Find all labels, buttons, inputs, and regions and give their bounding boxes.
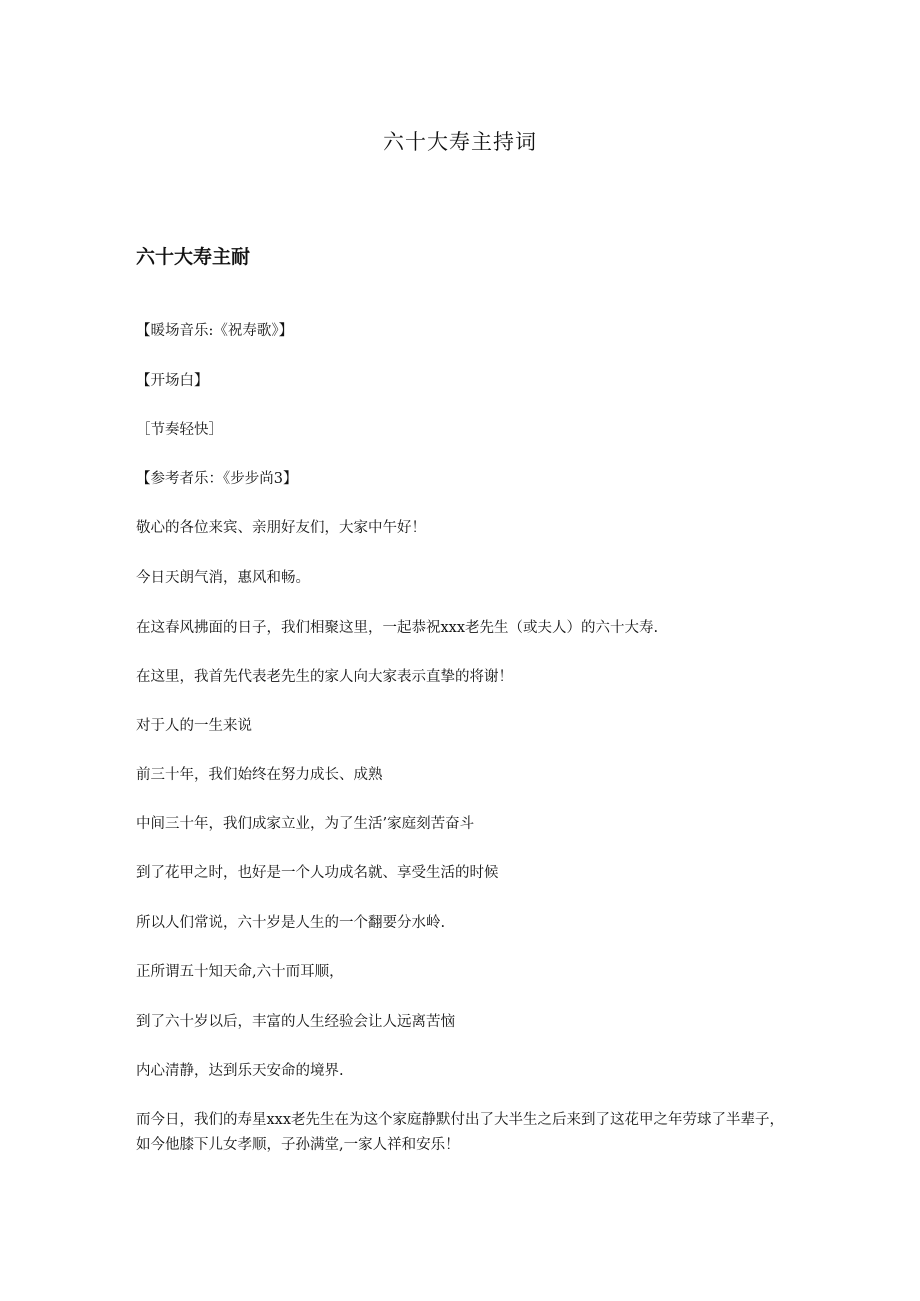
paragraph-greeting: 敬心的各位来宾、亲朋好友们，大家中午好！ bbox=[136, 520, 426, 536]
paragraph-birthday-star: 而今日，我们的寿星xxx老先生在为这个家庭静默付出了大半生之后来到了这花甲之年劳球了半辈子，如今他膝下儿女孝顺，子孙满堂,一家人祥和安乐！ bbox=[136, 1112, 785, 1153]
paragraph-thanks: 在这里，我首先代表老先生的家人向大家表示直挚的将谢！ bbox=[136, 669, 513, 685]
paragraph-warmup-music: 【暖场音乐:《祝寿歌》】 bbox=[136, 323, 294, 339]
document-title: 六十大寿主持词 bbox=[383, 130, 537, 154]
section-heading: 六十大寿主耐 bbox=[136, 246, 251, 268]
paragraph-celebration: 在这春风拂面的日子，我们相聚这里，一起恭祝xxx老先生（或夫人）的六十大寿. bbox=[136, 620, 659, 636]
paragraph-opening: 【开场白】 bbox=[136, 373, 209, 389]
paragraph-sixty: 到了花甲之时，也好是一个人功成名就、享受生活的时候 bbox=[136, 865, 499, 881]
paragraph-life-intro: 对于人的一生来说 bbox=[136, 718, 252, 734]
paragraph-reference-music: 【参考者乐：《步步尚3】 bbox=[136, 471, 298, 487]
paragraph-serenity: 内心清静，达到乐天安命的境界. bbox=[136, 1063, 344, 1079]
paragraph-first-thirty: 前三十年，我们始终在努力成长、成熟 bbox=[136, 767, 383, 783]
paragraph-watershed: 所以人们常说，六十岁是人生的一个翻要分水岭. bbox=[136, 915, 446, 931]
paragraph-weather: 今日天朗气消，惠风和畅。 bbox=[136, 570, 310, 586]
paragraph-experience: 到了六十岁以后，丰富的人生经验会让人远离苦恼 bbox=[136, 1014, 455, 1030]
paragraph-proverb: 正所谓五十知天命,六十而耳顺， bbox=[136, 964, 344, 980]
paragraph-rhythm-note: ［节奏轻快］ bbox=[136, 422, 223, 438]
paragraph-middle-thirty: 中间三十年，我们成家立业，为了生活’家庭刻苦奋斗 bbox=[136, 816, 475, 832]
